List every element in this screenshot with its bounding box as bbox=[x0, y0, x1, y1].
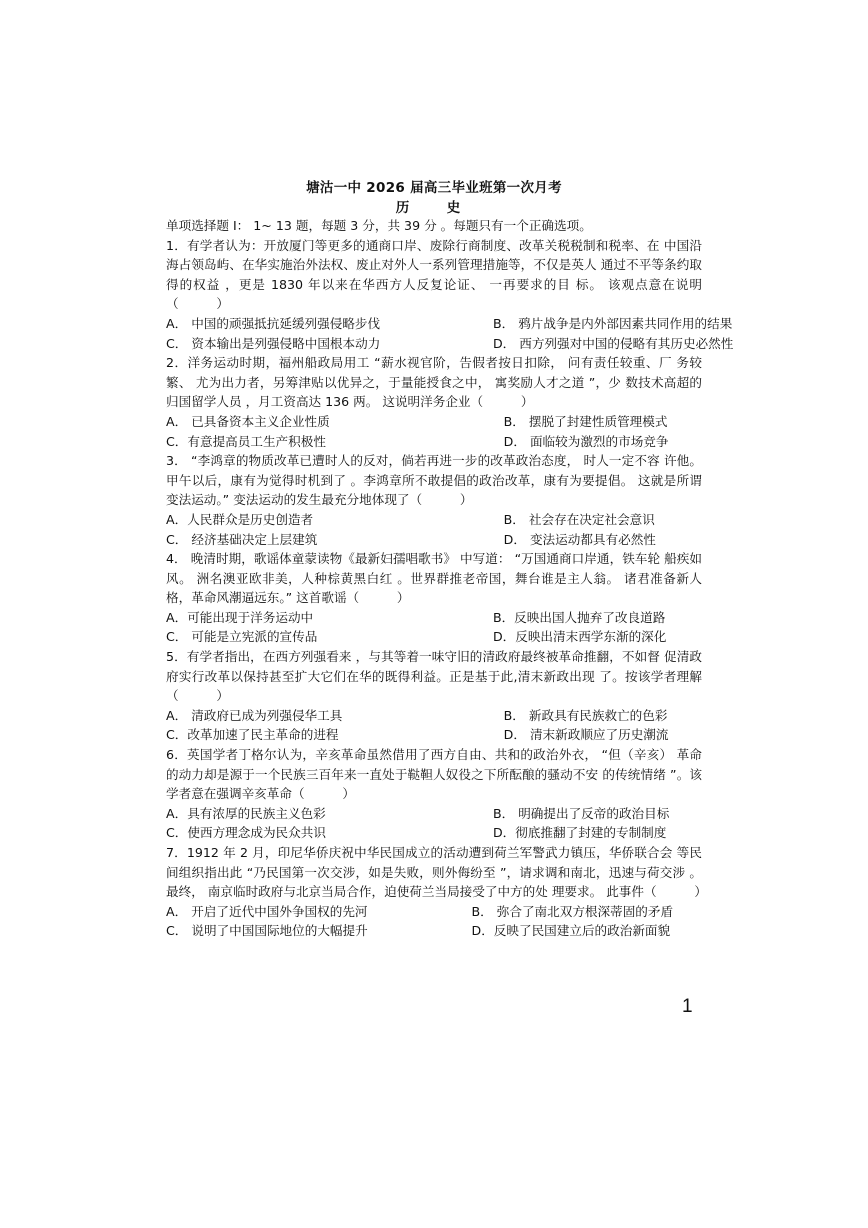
page-number: 1 bbox=[682, 996, 693, 1017]
question-stem: 5．有学者指出，在西方列强看来 ，与其等着一味守旧的清政府最终被革命推翻，不如督 促清政府实行改革以保持甚至扩大它们在华的既得利益。正是基于此,清末新政出现 了。按该学者理解（ ） bbox=[166, 649, 702, 704]
option-b: B． 新政具有民族救亡的色彩 bbox=[503, 707, 668, 723]
exam-content bbox=[166, 216, 734, 941]
option-b: B． 摆脱了封建性质管理模式 bbox=[503, 413, 668, 429]
option-a: A．人民群众是历史创造者 bbox=[166, 511, 314, 527]
option-row bbox=[166, 706, 702, 726]
question-stem: 7．1912 年 2 月，印尼华侨庆祝中华民国成立的活动遭到荷兰军警武力镇压，华侨联合会 等民间组织指出此 “乃民国第一次交涉，如是失败，则外侮纷至 ”，请求调和南北，迅速与荷交涉 。最终， 南京临时政府与北京当局合作，迫使荷兰当局接受了中方的处 理要求。 此事件（ ） bbox=[166, 845, 707, 900]
question-stem: 1．有学者认为：开放厦门等更多的通商口岸、废除行商制度、改革关税税制和税率、在 中国沿海占领岛屿、在华实施治外法权、废止对外人一系列管理措施等，不仅是英人 通过不平等条约取得的权益 ，更是 1830 年以来在华西方人反复论证、 一再要求的目 标。 该观点意在说明（ ） bbox=[166, 237, 702, 312]
option-d: D．反映了民国建立后的政治新面貌 bbox=[471, 923, 671, 939]
option-c: C． 说明了中国国际地位的大幅提升 bbox=[166, 923, 368, 939]
option-row bbox=[166, 902, 702, 922]
question-stem: 4． 晚清时期，歌谣体童蒙读物《最新妇孺唱歌书》 中写道： “万国通商口岸通，铁车轮 船疾如风。 洲名澳亚欧非美，人种棕黄黑白红 。世界群推老帝国，舞台谁是主人翁。 诸君准备新人格，革命风潮逼远东。” 这首歌谣（ ） bbox=[166, 551, 702, 606]
option-c: C．使西方理念成为民众共识 bbox=[166, 825, 326, 841]
section-header: 单项选择题 Ⅰ： 1~ 13 题，每题 3 分，共 39 分 。每题只有一个正确选项。 bbox=[166, 218, 592, 233]
option-b: B． 社会存在决定社会意识 bbox=[503, 511, 655, 527]
question-stem: 6．英国学者丁格尔认为，辛亥革命虽然借用了西方自由、共和的政治外衣， “但（辛亥） 革命的动力却是源于一个民族三百年来一直处于鞑靼人奴役之下所酝酿的骚动不安 的传统情绪 ”。该学者意在强调辛亥革命（ ） bbox=[166, 747, 702, 802]
option-c: C．改革加速了民主革命的进程 bbox=[166, 727, 339, 743]
subject-title: 历 史 bbox=[395, 200, 473, 216]
option-a: A． 中国的顽强抵抗延缓列强侵略步伐 bbox=[166, 315, 381, 331]
option-a: A．可能出现于洋务运动中 bbox=[166, 609, 314, 625]
option-row bbox=[166, 530, 702, 550]
option-d: D． 面临较为激烈的市场竞争 bbox=[503, 433, 669, 449]
option-row bbox=[166, 608, 702, 628]
option-a: A． 开启了近代中国外争国权的先河 bbox=[166, 903, 368, 919]
option-row bbox=[166, 725, 702, 745]
option-b: B． 明确提出了反帝的政治目标 bbox=[492, 805, 670, 821]
option-b: B． 鸦片战争是内外部因素共同作用的结果 bbox=[492, 315, 733, 331]
exam-title: 塘沽一中 2026 届高三毕业班第一次月考 bbox=[306, 180, 562, 196]
option-row bbox=[166, 510, 702, 530]
option-row bbox=[166, 412, 702, 432]
option-row bbox=[166, 627, 702, 647]
option-c: C． 可能是立宪派的宣传品 bbox=[166, 629, 318, 645]
option-row bbox=[166, 432, 702, 452]
option-b: B． 弥合了南北双方根深蒂固的矛盾 bbox=[471, 903, 674, 919]
option-c: C．有意提高员工生产积极性 bbox=[166, 433, 326, 449]
option-d: D．反映出清末西学东渐的深化 bbox=[492, 629, 667, 645]
option-d: D． 西方列强对中国的侵略有其历史必然性 bbox=[492, 335, 734, 351]
option-d: D．彻底推翻了封建的专制制度 bbox=[492, 825, 667, 841]
option-row bbox=[166, 921, 702, 941]
option-d: D． 清末新政顺应了历史潮流 bbox=[503, 727, 669, 743]
option-a: A． 清政府已成为列强侵华工具 bbox=[166, 707, 343, 723]
option-row bbox=[166, 334, 734, 354]
option-a: A．具有浓厚的民族主义色彩 bbox=[166, 805, 326, 821]
option-b: B．反映出国人抛弃了改良道路 bbox=[492, 609, 666, 625]
option-d: D． 变法运动都具有必然性 bbox=[503, 531, 656, 547]
question-stem: 3． “李鸿章的物质改革已遭时人的反对，倘若再进一步的改革政治态度， 时人一定不容 许他。 甲午以后，康有为觉得时机到了 。李鸿章所不敢提倡的政治改革，康有为要提倡。 这就是所谓变法运动。” 变法运动的发生最充分地体现了（ ） bbox=[166, 453, 702, 508]
question-stem: 2．洋务运动时期，福州船政局用工 “薪水视官阶，告假者按日扣除， 问有责任较重、厂 务较繁、 尤为出力者，另筹津贴以优异之，于量能授食之中， 寓奖励人才之道 ”，少 数技术高超的归国留学人员 ，月工资高达 136 两。 这说明洋务企业（ ） bbox=[166, 355, 702, 410]
option-c: C． 经济基础决定上层建筑 bbox=[166, 531, 318, 547]
option-row bbox=[166, 314, 733, 334]
option-a: A． 已具备资本主义企业性质 bbox=[166, 413, 330, 429]
option-c: C． 资本输出是列强侵略中国根本动力 bbox=[166, 335, 381, 351]
option-row bbox=[166, 823, 702, 843]
option-row bbox=[166, 804, 702, 824]
